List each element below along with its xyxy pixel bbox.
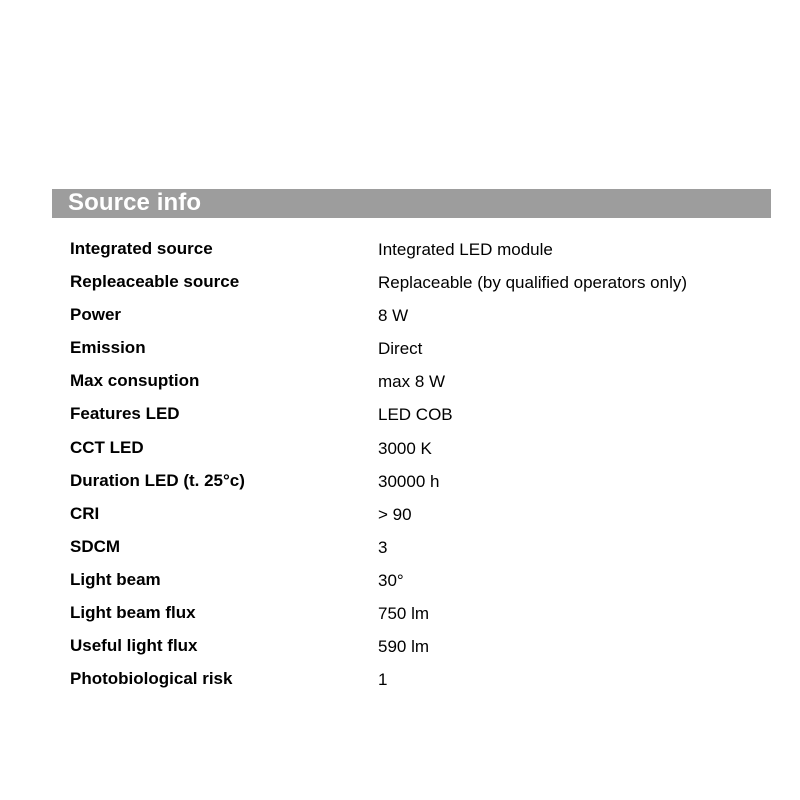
spec-value: LED COB: [378, 405, 453, 425]
spec-row-cri: [70, 500, 770, 533]
spec-label: Max consuption: [70, 371, 200, 391]
spec-row-cct-led: [70, 434, 770, 467]
spec-label: Repleaceable source: [70, 272, 240, 292]
spec-label: SDCM: [70, 536, 121, 556]
spec-row-photobiological-risk: [70, 665, 770, 698]
spec-value: Replaceable (by qualified operators only): [378, 273, 688, 293]
spec-row-features-led: [70, 400, 770, 433]
spec-row-useful-light-flux: [70, 632, 770, 665]
spec-row-power: [70, 301, 770, 334]
spec-label: Emission: [70, 338, 146, 358]
spec-label: Power: [70, 305, 122, 325]
spec-value: 750 lm: [378, 604, 430, 624]
spec-row-light-beam: [70, 566, 770, 599]
spec-table: [70, 235, 770, 698]
spec-value: 3000 K: [378, 438, 432, 458]
spec-row-max-consumption: [70, 367, 770, 400]
spec-value: 30°: [378, 570, 404, 590]
spec-value: 8 W: [378, 306, 409, 326]
spec-row-light-beam-flux: [70, 599, 770, 632]
spec-value: > 90: [378, 504, 412, 524]
section-title: Source info: [68, 189, 202, 216]
spec-value: 590 lm: [378, 637, 430, 657]
spec-label: Useful light flux: [70, 636, 198, 656]
spec-label: Light beam: [70, 569, 161, 589]
spec-label: Photobiological risk: [70, 669, 233, 689]
spec-label: CRI: [70, 503, 100, 523]
spec-value: 30000 h: [378, 471, 440, 491]
section-header: [52, 189, 771, 218]
spec-label: Duration LED (t. 25°c): [70, 470, 245, 490]
spec-label: Light beam flux: [70, 603, 196, 623]
spec-value: Integrated LED module: [378, 240, 553, 259]
spec-label: Features LED: [70, 404, 180, 424]
spec-label: Integrated source: [70, 239, 213, 258]
spec-value: Direct: [378, 339, 423, 359]
spec-value: max 8 W: [378, 372, 446, 392]
spec-row-integrated-source: [70, 235, 770, 268]
spec-label: CCT LED: [70, 437, 144, 457]
spec-row-replaceable-source: [70, 268, 770, 301]
spec-row-duration-led: [70, 467, 770, 500]
spec-value: 1: [378, 670, 388, 690]
spec-row-emission: [70, 334, 770, 367]
spec-value: 3: [378, 537, 388, 557]
spec-row-sdcm: [70, 533, 770, 566]
